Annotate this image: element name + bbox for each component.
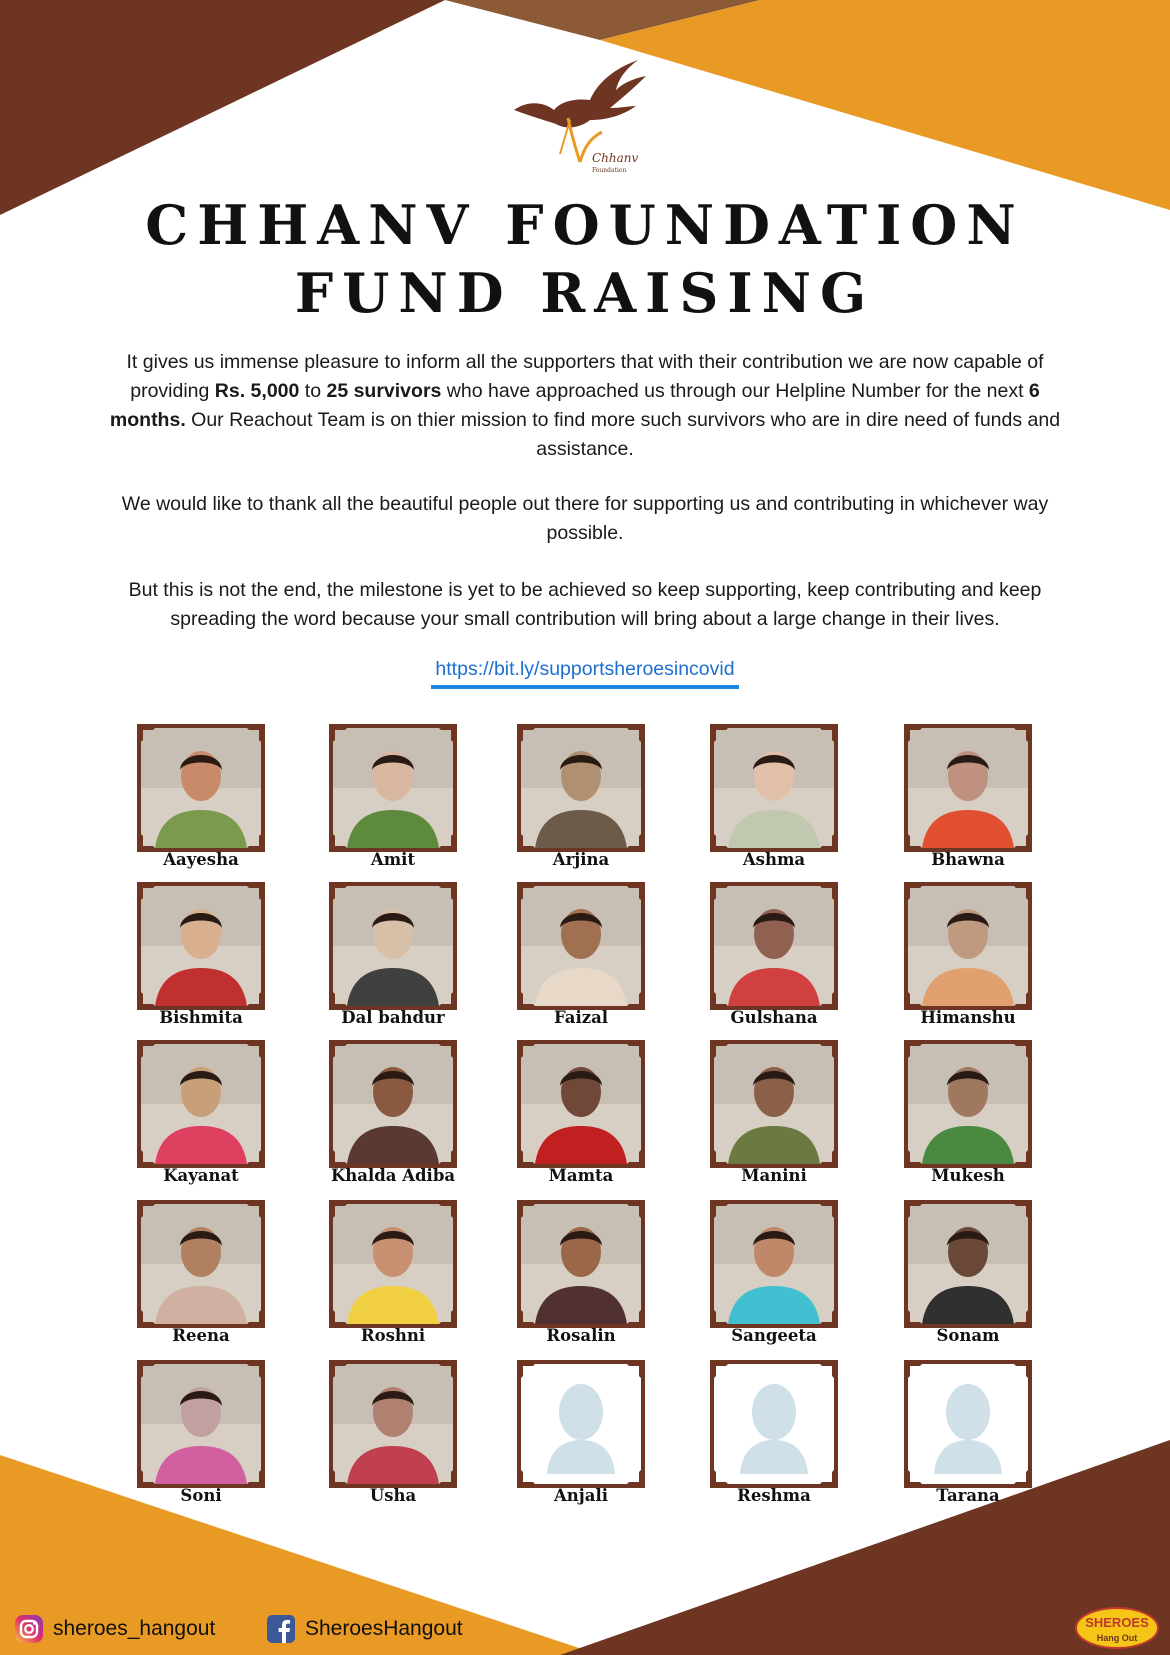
survivor-name: Arjina (552, 850, 610, 869)
survivor-name: Bishmita (159, 1008, 243, 1027)
survivor-name: Dal bahdur (341, 1008, 445, 1027)
person-photo (517, 1040, 645, 1168)
placeholder-avatar (710, 1360, 838, 1488)
intro-paragraph (105, 348, 1065, 464)
survivor-name: Kayanat (163, 1166, 239, 1185)
instagram-icon (14, 1614, 44, 1644)
duration-text: 6 months. (109, 380, 1040, 431)
instagram-handle[interactable] (14, 1612, 215, 1646)
survivor-name: Faizal (553, 1008, 609, 1027)
placeholder-avatar (904, 1360, 1032, 1488)
survivor-name: Roshni (360, 1326, 426, 1345)
badge-line2: Hang Out (1096, 1633, 1138, 1643)
person-photo (329, 882, 457, 1010)
thanks-paragraph: We would like to thank all the beautiful people out there for supporting us and contributing in whichever way possible. (121, 493, 1049, 544)
survivor-name: Khalda Adiba (330, 1166, 456, 1185)
intro-text: It gives us immense pleasure to inform all the supporters that with their contribution we are now capable of providing (126, 351, 1044, 402)
person-photo (710, 1040, 838, 1168)
facebook-handle[interactable] (266, 1612, 463, 1646)
person-photo (710, 724, 838, 852)
amount-text: Rs. 5,000 (214, 380, 300, 402)
survivor-name: Sonam (936, 1326, 1000, 1345)
person-photo (137, 1200, 265, 1328)
survivor-name: Tarana (936, 1486, 1000, 1505)
person-photo (137, 882, 265, 1010)
survivor-name: Himanshu (920, 1008, 1016, 1027)
person-photo (517, 724, 645, 852)
survivor-name: Reshma (737, 1486, 811, 1505)
survivor-name: Bhawna (931, 850, 1005, 869)
survivor-name: Mamta (548, 1166, 614, 1185)
person-photo (137, 1040, 265, 1168)
donation-link[interactable]: https://bit.ly/supportsheroesincovid (431, 658, 738, 689)
survivor-name: Usha (369, 1486, 417, 1505)
instagram-label: sheroes_hangout (53, 1617, 216, 1640)
survivor-name: Ashma (742, 850, 806, 869)
intro-text: who have approached us through our Helpline Number for the next (441, 380, 1029, 402)
placeholder-avatar (517, 1360, 645, 1488)
person-photo (137, 1360, 265, 1488)
donation-link-wrap (0, 658, 1170, 689)
survivor-name: Sangeeta (731, 1326, 817, 1345)
person-photo (329, 1360, 457, 1488)
survivor-name: Rosalin (546, 1326, 616, 1345)
intro-text: Our Reachout Team is on thier mission to find more such survivors who are in dire need of funds and assistance. (185, 409, 1061, 460)
survivor-name: Aayesha (163, 850, 239, 869)
person-photo (329, 724, 457, 852)
appeal-paragraph: But this is not the end, the milestone is yet to be achieved so keep supporting, keep contributing and keep spreading the word because your small contribution will bring about a large change in their lives. (128, 579, 1042, 630)
survivor-name: Reena (172, 1326, 230, 1345)
person-photo (517, 1200, 645, 1328)
person-photo (904, 1200, 1032, 1328)
intro-text: to (299, 380, 327, 402)
badge-line1: SHEROES (1085, 1615, 1149, 1630)
person-photo (904, 724, 1032, 852)
person-photo (904, 882, 1032, 1010)
survivor-name: Mukesh (931, 1166, 1005, 1185)
person-photo (137, 724, 265, 852)
survivor-name: Gulshana (730, 1008, 818, 1027)
person-photo (904, 1040, 1032, 1168)
person-photo (329, 1040, 457, 1168)
survivor-name: Anjali (554, 1486, 608, 1505)
facebook-icon (266, 1614, 296, 1644)
survivor-name: Manini (741, 1166, 807, 1185)
person-photo (517, 882, 645, 1010)
sheroes-hangout-logo (1074, 1604, 1160, 1650)
chhanv-logo (510, 58, 650, 178)
page-title-line1: CHHANV FOUNDATION (145, 193, 1025, 257)
survivor-name: Soni (180, 1486, 222, 1505)
logo-text: Chhanv (592, 151, 639, 165)
page-title-line2: FUND RAISING (294, 261, 876, 325)
facebook-label: SheroesHangout (305, 1617, 463, 1640)
survivor-name: Amit (370, 850, 416, 869)
logo-subtext: Foundation (592, 167, 627, 174)
survivor-count-text: 25 survivors (326, 380, 442, 402)
person-photo (329, 1200, 457, 1328)
person-photo (710, 1200, 838, 1328)
person-photo (710, 882, 838, 1010)
